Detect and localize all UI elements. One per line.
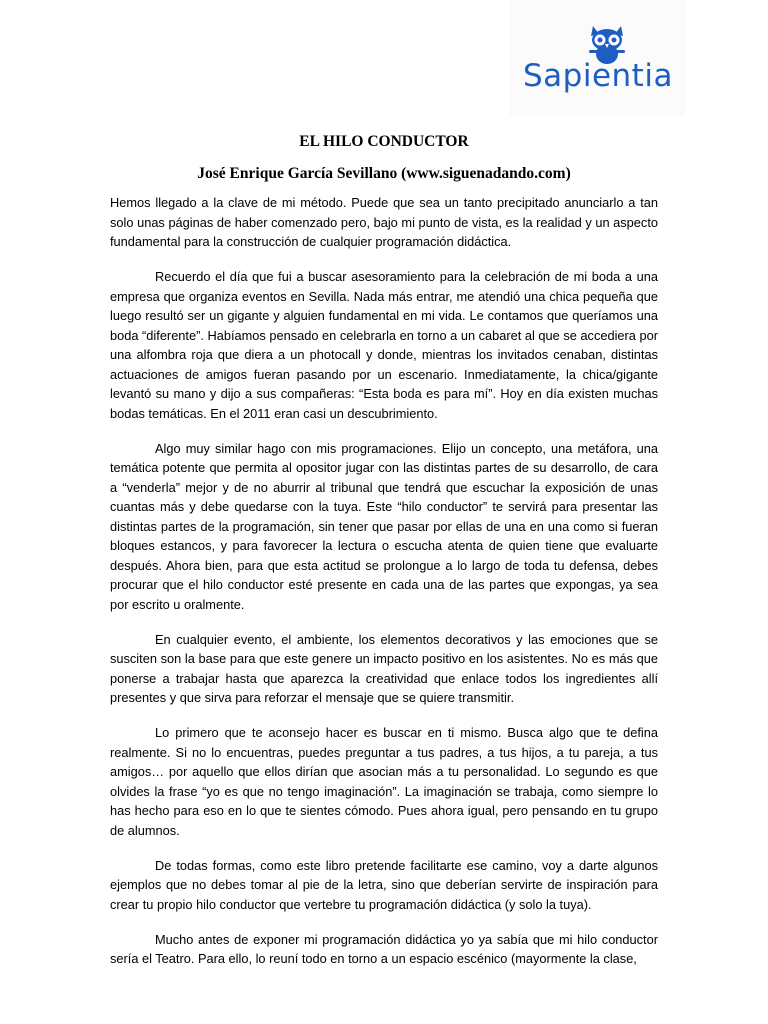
document-author: José Enrique García Sevillano (www.siguenadando.com)	[197, 165, 571, 182]
document-body	[110, 193, 658, 984]
paragraph: De todas formas, como este libro pretende facilitarte ese camino, voy a darte algunos ejemplos que no debes tomar al pie de la letra, sino que deberían servirte de inspiración para crear tu propio hilo conductor que vertebre tu programación didáctica (y solo la tuya).	[110, 857, 658, 912]
document-title: EL HILO CONDUCTOR	[299, 133, 469, 150]
paragraph: En cualquier evento, el ambiente, los elementos decorativos y las emociones que se susciten son la base para que este genere un impacto positivo en los asistentes. No es más que ponerse a trabajar hasta que aparezca la creatividad que enlace todos los ingredientes allí presentes y que sirva para reforzar el mensaje que se quiere transmitir.	[110, 631, 658, 705]
logo	[509, 0, 685, 116]
paragraph: Recuerdo el día que fui a buscar asesoramiento para la celebración de mi boda a una empresa que organiza eventos en Sevilla. Nada más entrar, me atendió una chica pequeña que luego resultó ser un gigante y alguien fundamental en mi vida. Le contamos que queríamos una boda “diferente”. Habíamos pensado en celebrarla en torno a un cabaret al que se accediera por una alfombra roja que diera a un photocall y donde, mientras los invitados cenaban, distintas actuaciones de amigos fueran pasando por un escenario. Inmediatamente, la chica/gigante levantó su mano y dijo a sus compañeras: “Esta boda es para mí”. Hoy en día existen muchas bodas temáticas. En el 2011 eran casi un descubrimiento.	[110, 269, 658, 421]
paragraph: Algo muy similar hago con mis programaciones. Elijo un concepto, una metáfora, una temática potente que permita al opositor jugar con las distintas partes de su desarrollo, de cara a “venderla” mejor y de no aburrir al tribunal que tendrá que escuchar la exposición de unas cuantas más y debe quedarse con la tuya. Este “hilo conductor” te servirá para presentar las distintas partes de la programación, sin tener que pasar por ellas de una en una como si fueran bloques estancos, y para favorecer la lectura o escucha atenta de quien tiene que evaluarte después. Ahora bien, para que esta actitud se prolongue a lo largo de toda tu defensa, debes procurar que el hilo conductor esté presente en cada una de las partes que expongas, ya sea por escrito u oralmente.	[110, 440, 658, 612]
logo-text: Sapientia	[523, 58, 673, 94]
paragraph: Mucho antes de exponer mi programación didáctica yo ya sabía que mi hilo conductor sería el Teatro. Para ello, lo reuní todo en torno a un espacio escénico (mayormente la clase,	[110, 931, 658, 966]
paragraph: Hemos llegado a la clave de mi método. Puede que sea un tanto precipitado anunciarlo a tan solo unas páginas de haber comenzado pero, bajo mi punto de vista, es la realidad y un aspecto fundamental para la construcción de cualquier programación didáctica.	[110, 195, 658, 249]
paragraph: Lo primero que te aconsejo hacer es buscar en ti mismo. Busca algo que te defina realmente. Si no lo encuentras, puedes preguntar a tus padres, a tus hijos, a tu pareja, a tus amigos… por aquello que ellos dirían que asocian más a tu personalidad. Lo segundo es que olvides la frase “yo es que no tengo imaginación”. La imaginación se trabaja, como siempre lo has hecho para eso en lo que te sientes cómodo. Pues ahora igual, pero pensando en tu grupo de alumnos.	[110, 725, 658, 838]
